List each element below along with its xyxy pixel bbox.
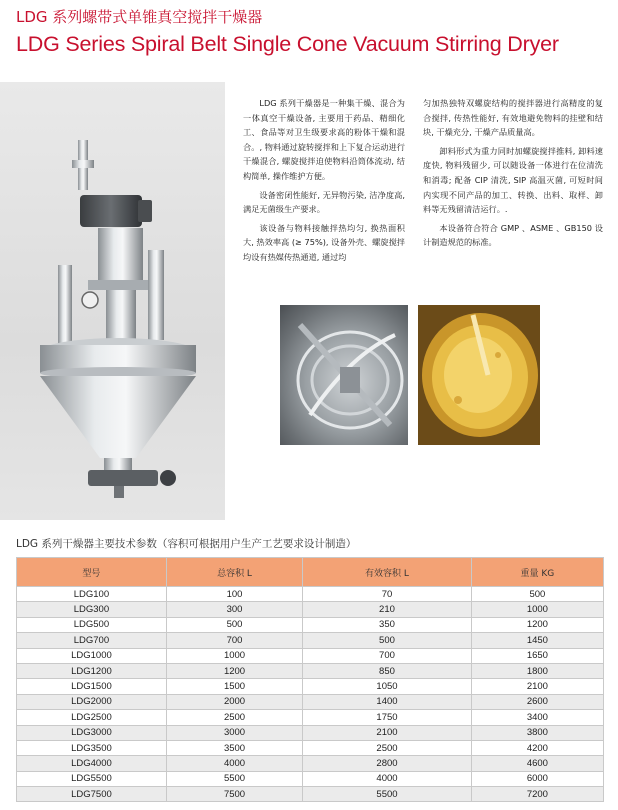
header-total-volume: 总容积 L: [166, 558, 302, 587]
table-cell: 2000: [166, 694, 302, 709]
table-cell: 2100: [303, 725, 472, 740]
table-cell: 3800: [471, 725, 603, 740]
table-cell: 4600: [471, 756, 603, 771]
table-cell: 3500: [166, 740, 302, 755]
table-row: [17, 587, 604, 602]
table-cell: 100: [166, 587, 302, 602]
table-row: [17, 694, 604, 709]
table-cell: LDG4000: [17, 756, 167, 771]
dryer-interior-photo: [280, 305, 408, 445]
table-row: [17, 679, 604, 694]
description-paragraph: 设备密闭性能好, 无异物污染, 洁净度高, 满足无菌级生产要求。: [243, 189, 405, 215]
table-cell: 7500: [166, 787, 302, 802]
table-cell: 4000: [166, 756, 302, 771]
description-paragraph: 卸料形式为重力同时加螺旋搅拌推料, 卸料速度快, 物料残留少, 可以随设备一体进行在位清洗和消毒; 配备 CIP 清洗, SIP 高温灭菌, 可短时间内实现不同产品的加工、转换、出料、取样、卸料等无残留清洁运行。.: [423, 145, 603, 215]
table-cell: 210: [303, 602, 472, 617]
page-title-en: LDG Series Spiral Belt Single Cone Vacuum Stirring Dryer: [16, 32, 559, 56]
table-cell: 1800: [471, 663, 603, 678]
header-effective-volume: 有效容积 L: [303, 558, 472, 587]
table-cell: 1450: [471, 633, 603, 648]
table-cell: 1000: [166, 648, 302, 663]
specs-table-title: LDG 系列干燥器主要技术参数（容积可根据用户生产工艺要求设计制造）: [16, 538, 357, 550]
table-cell: LDG7500: [17, 787, 167, 802]
description-paragraph: 匀加热独特双螺旋结构的搅拌器进行高精度的复合搅拌, 传热性能好, 有效地避免物料的挂壁和结块, 干燥充分, 干燥产品质量高。: [423, 98, 603, 138]
description-right-column: [423, 96, 603, 254]
table-row: [17, 771, 604, 786]
specs-table-header-row: [17, 558, 604, 587]
table-row: [17, 725, 604, 740]
table-cell: 4200: [471, 740, 603, 755]
table-cell: LDG1200: [17, 663, 167, 678]
table-row: [17, 617, 604, 632]
table-cell: 2100: [471, 679, 603, 694]
table-cell: LDG2500: [17, 710, 167, 725]
description-paragraph: 本设备符合符合 GMP 、ASME 、GB150 设计制造规范的标准。: [423, 222, 603, 248]
page-title-cn: LDG 系列螺带式单锥真空搅拌干燥器: [16, 8, 263, 26]
table-row: [17, 602, 604, 617]
table-cell: 700: [303, 648, 472, 663]
table-cell: 3000: [166, 725, 302, 740]
table-cell: 3400: [471, 710, 603, 725]
table-row: [17, 648, 604, 663]
table-cell: 6000: [471, 771, 603, 786]
table-cell: 1400: [303, 694, 472, 709]
table-cell: LDG1000: [17, 648, 167, 663]
table-row: [17, 633, 604, 648]
table-row: [17, 787, 604, 802]
description-paragraph: 该设备与物料接触拌热均匀, 换热面积大, 热效率高 (≥ 75%), 设备外壳、螺旋搅拌均设有热媒传热通道, 通过均: [243, 222, 405, 262]
table-cell: LDG300: [17, 602, 167, 617]
table-cell: 1750: [303, 710, 472, 725]
description-left-column: [243, 96, 405, 269]
specs-table: [16, 557, 604, 802]
powder-drying-photo: [418, 305, 540, 445]
table-row: [17, 740, 604, 755]
table-cell: LDG1500: [17, 679, 167, 694]
table-cell: LDG100: [17, 587, 167, 602]
header-weight: 重量 KG: [471, 558, 603, 587]
table-cell: 1200: [166, 663, 302, 678]
table-cell: 1050: [303, 679, 472, 694]
table-cell: 2500: [303, 740, 472, 755]
table-cell: 1200: [471, 617, 603, 632]
table-cell: LDG3000: [17, 725, 167, 740]
table-cell: 70: [303, 587, 472, 602]
table-cell: 2500: [166, 710, 302, 725]
table-row: [17, 663, 604, 678]
table-cell: LDG3500: [17, 740, 167, 755]
table-cell: 500: [471, 587, 603, 602]
table-cell: 4000: [303, 771, 472, 786]
table-cell: 350: [303, 617, 472, 632]
table-cell: 7200: [471, 787, 603, 802]
dryer-machine-image: [18, 140, 218, 500]
table-cell: LDG5500: [17, 771, 167, 786]
table-cell: 500: [166, 617, 302, 632]
table-cell: 1000: [471, 602, 603, 617]
table-cell: LDG500: [17, 617, 167, 632]
table-cell: LDG2000: [17, 694, 167, 709]
table-cell: 300: [166, 602, 302, 617]
table-row: [17, 756, 604, 771]
table-cell: 2800: [303, 756, 472, 771]
table-cell: 700: [166, 633, 302, 648]
header-model: 型号: [17, 558, 167, 587]
table-row: [17, 710, 604, 725]
table-cell: 1650: [471, 648, 603, 663]
table-cell: LDG700: [17, 633, 167, 648]
table-cell: 5500: [166, 771, 302, 786]
table-cell: 5500: [303, 787, 472, 802]
table-cell: 850: [303, 663, 472, 678]
description-paragraph: LDG 系列干燥器是一种集干燥、混合为一体真空干燥设备, 主要用于药品、精细化工、食品等对卫生级要求高的粉体干燥和混合。, 物料通过旋转搅拌和上下复合运动进行干燥混合, 螺旋搅拌迫使物料沿筒体流动, 结构简单, 操作维护方便。: [243, 98, 405, 181]
table-cell: 1500: [166, 679, 302, 694]
table-cell: 500: [303, 633, 472, 648]
table-cell: 2600: [471, 694, 603, 709]
